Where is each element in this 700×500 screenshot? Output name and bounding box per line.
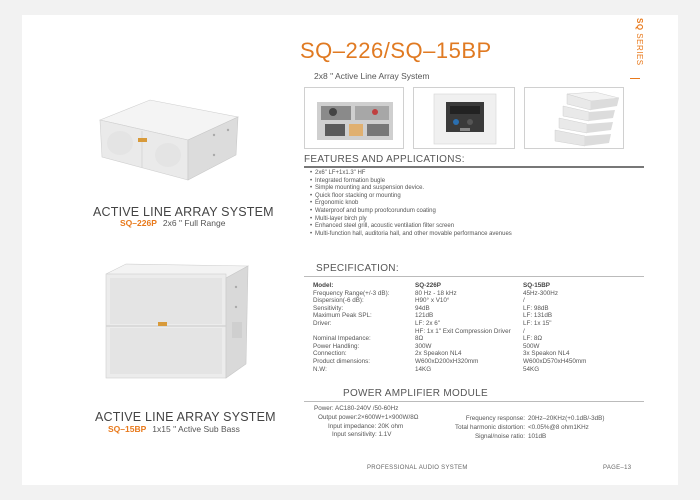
spec-value: 54KG bbox=[523, 365, 540, 373]
specification-heading: SPECIFICATION: bbox=[316, 263, 399, 274]
spec-label: Model: bbox=[313, 282, 334, 289]
line-array-speaker-image bbox=[90, 95, 240, 185]
product-subtitle-226p bbox=[120, 218, 225, 228]
power-spec-value: 20Hz–20KHz(+0.1dB/-3dB) bbox=[528, 415, 605, 422]
power-spec-label: Frequency response: bbox=[465, 415, 525, 422]
spec-value: 3x Speakon NL4 bbox=[523, 350, 570, 358]
spec-sq15bp-column bbox=[523, 282, 623, 373]
spec-label: N.W: bbox=[313, 365, 327, 373]
footer-title: PROFESSIONAL AUDIO SYSTEM bbox=[367, 465, 468, 471]
spec-label: Power Handling: bbox=[313, 342, 360, 350]
specification-divider bbox=[304, 276, 644, 277]
feature-item: • Integrated formation bugle bbox=[310, 178, 630, 186]
power-spec-value: <0.05%@8 ohm1KHz bbox=[528, 423, 589, 431]
amplifier-module-illustration bbox=[305, 88, 404, 149]
sub-bass-speaker-image bbox=[98, 262, 250, 380]
spec-label: Nominal Impedance: bbox=[313, 335, 371, 343]
power-spec: Input sensitivity: 1.1V bbox=[332, 431, 392, 439]
product-title-226p: ACTIVE LINE ARRAY SYSTEM bbox=[93, 205, 274, 219]
page-subtitle: 2x8 " Active Line Array System bbox=[314, 71, 430, 81]
feature-item: • Quick floor stacking or mounting bbox=[310, 193, 630, 201]
power-spec-value: 101dB bbox=[528, 432, 547, 440]
spec-value: 14KG bbox=[415, 365, 432, 373]
product-title-15bp: ACTIVE LINE ARRAY SYSTEM bbox=[95, 410, 276, 424]
spec-value: 121dB bbox=[415, 312, 434, 320]
features-list bbox=[310, 170, 630, 238]
product-desc-15bp: 1x15 " Active Sub Bass bbox=[152, 424, 240, 434]
power-module-heading: POWER AMPLIFIER MODULE bbox=[343, 388, 488, 399]
page-title: SQ–226/SQ–15BP bbox=[300, 38, 492, 63]
feature-item: • Multi-function hall, auditoria hall, and other movable performance avenues bbox=[310, 231, 630, 239]
spec-label bbox=[313, 328, 408, 336]
features-divider bbox=[304, 166, 644, 168]
spec-label: Sensitivity: bbox=[313, 304, 344, 312]
spec-labels-column bbox=[313, 282, 408, 373]
power-spec: Power: AC180-240V /50-60Hz bbox=[314, 405, 399, 412]
spec-label: Product dimensions: bbox=[313, 357, 371, 365]
feature-item: • Multi-layer birch ply bbox=[310, 216, 630, 224]
power-right-values bbox=[528, 415, 604, 441]
series-word: SERIES bbox=[635, 30, 644, 66]
spec-value: / bbox=[523, 327, 525, 335]
spec-label: Maximum Peak SPL: bbox=[313, 312, 372, 320]
spec-value: LF: 8Ω bbox=[523, 335, 543, 343]
spec-value: / bbox=[523, 297, 525, 305]
power-spec-label: Total harmonic distortion: bbox=[455, 423, 525, 431]
series-label bbox=[628, 18, 644, 78]
spec-value: LF: 131dB bbox=[523, 312, 553, 320]
spec-value: 8Ω bbox=[415, 335, 424, 343]
spec-value: 45Hz-300Hz bbox=[523, 289, 558, 297]
spec-value: W600xD570xH450mm bbox=[523, 357, 587, 365]
spec-value: 80 Hz - 18 kHz bbox=[415, 289, 457, 297]
page-number: PAGE–13 bbox=[603, 465, 632, 471]
spec-label: Dispersion(-6 dB): bbox=[313, 297, 364, 305]
spec-value: SQ-226P bbox=[415, 282, 441, 289]
product-subtitle-15bp bbox=[108, 424, 240, 434]
product-desc-226p: 2x6 " Full Range bbox=[162, 218, 226, 228]
power-spec-label: Signal/noise ratio: bbox=[474, 432, 525, 440]
feature-item: • Waterproof and bump proofcorundum coating bbox=[310, 208, 630, 216]
spec-value: LF: 2x 6" bbox=[415, 319, 440, 327]
power-left-specs bbox=[314, 405, 418, 440]
features-heading: FEATURES AND APPLICATIONS: bbox=[304, 154, 465, 165]
power-right-labels bbox=[455, 415, 525, 441]
spec-sq226p-column bbox=[415, 282, 520, 373]
power-spec: Output power:2×600W+1×900W/8Ω bbox=[318, 413, 419, 421]
rear-panel-illustration bbox=[414, 88, 515, 149]
spec-label: Driver: bbox=[313, 319, 332, 327]
power-module-divider bbox=[304, 401, 644, 402]
spec-value: 2x Speakon NL4 bbox=[415, 350, 462, 358]
spec-label: Frequency Range(+/-3 dB): bbox=[313, 289, 390, 297]
spec-value: LF: 1x 15" bbox=[523, 319, 552, 327]
series-brand: SQ bbox=[635, 18, 644, 31]
spec-value: 500W bbox=[523, 342, 540, 350]
series-divider bbox=[630, 78, 640, 79]
feature-item: • Simple mounting and suspension device. bbox=[310, 185, 630, 193]
speaker-stack-photo bbox=[524, 87, 624, 149]
amplifier-module-photo bbox=[304, 87, 404, 149]
spec-value: 94dB bbox=[415, 304, 430, 312]
spec-label: Connection: bbox=[313, 350, 347, 358]
spec-value: SQ-15BP bbox=[523, 282, 550, 289]
spec-value: 300W bbox=[415, 342, 432, 350]
rear-panel-photo bbox=[413, 87, 515, 149]
power-spec: Input impedance: 20K ohm bbox=[328, 422, 404, 430]
product-model-15bp: SQ–15BP bbox=[108, 424, 147, 434]
spec-value: HF: 1x 1" Exit Compression Driver bbox=[415, 327, 511, 335]
feature-item: • Enhanced steel grill, acoustic ventilation filter screen bbox=[310, 223, 630, 231]
spec-value: H90° x V10° bbox=[415, 297, 450, 305]
spec-value: W600xD200xH320mm bbox=[415, 357, 479, 365]
speaker-stack-illustration bbox=[525, 88, 624, 149]
feature-item: • 2x6" LF+1x1.3" HF bbox=[310, 170, 630, 178]
product-model-226p: SQ–226P bbox=[120, 218, 157, 228]
spec-value: LF: 98dB bbox=[523, 304, 549, 312]
feature-item: • Ergonomic knob bbox=[310, 200, 630, 208]
